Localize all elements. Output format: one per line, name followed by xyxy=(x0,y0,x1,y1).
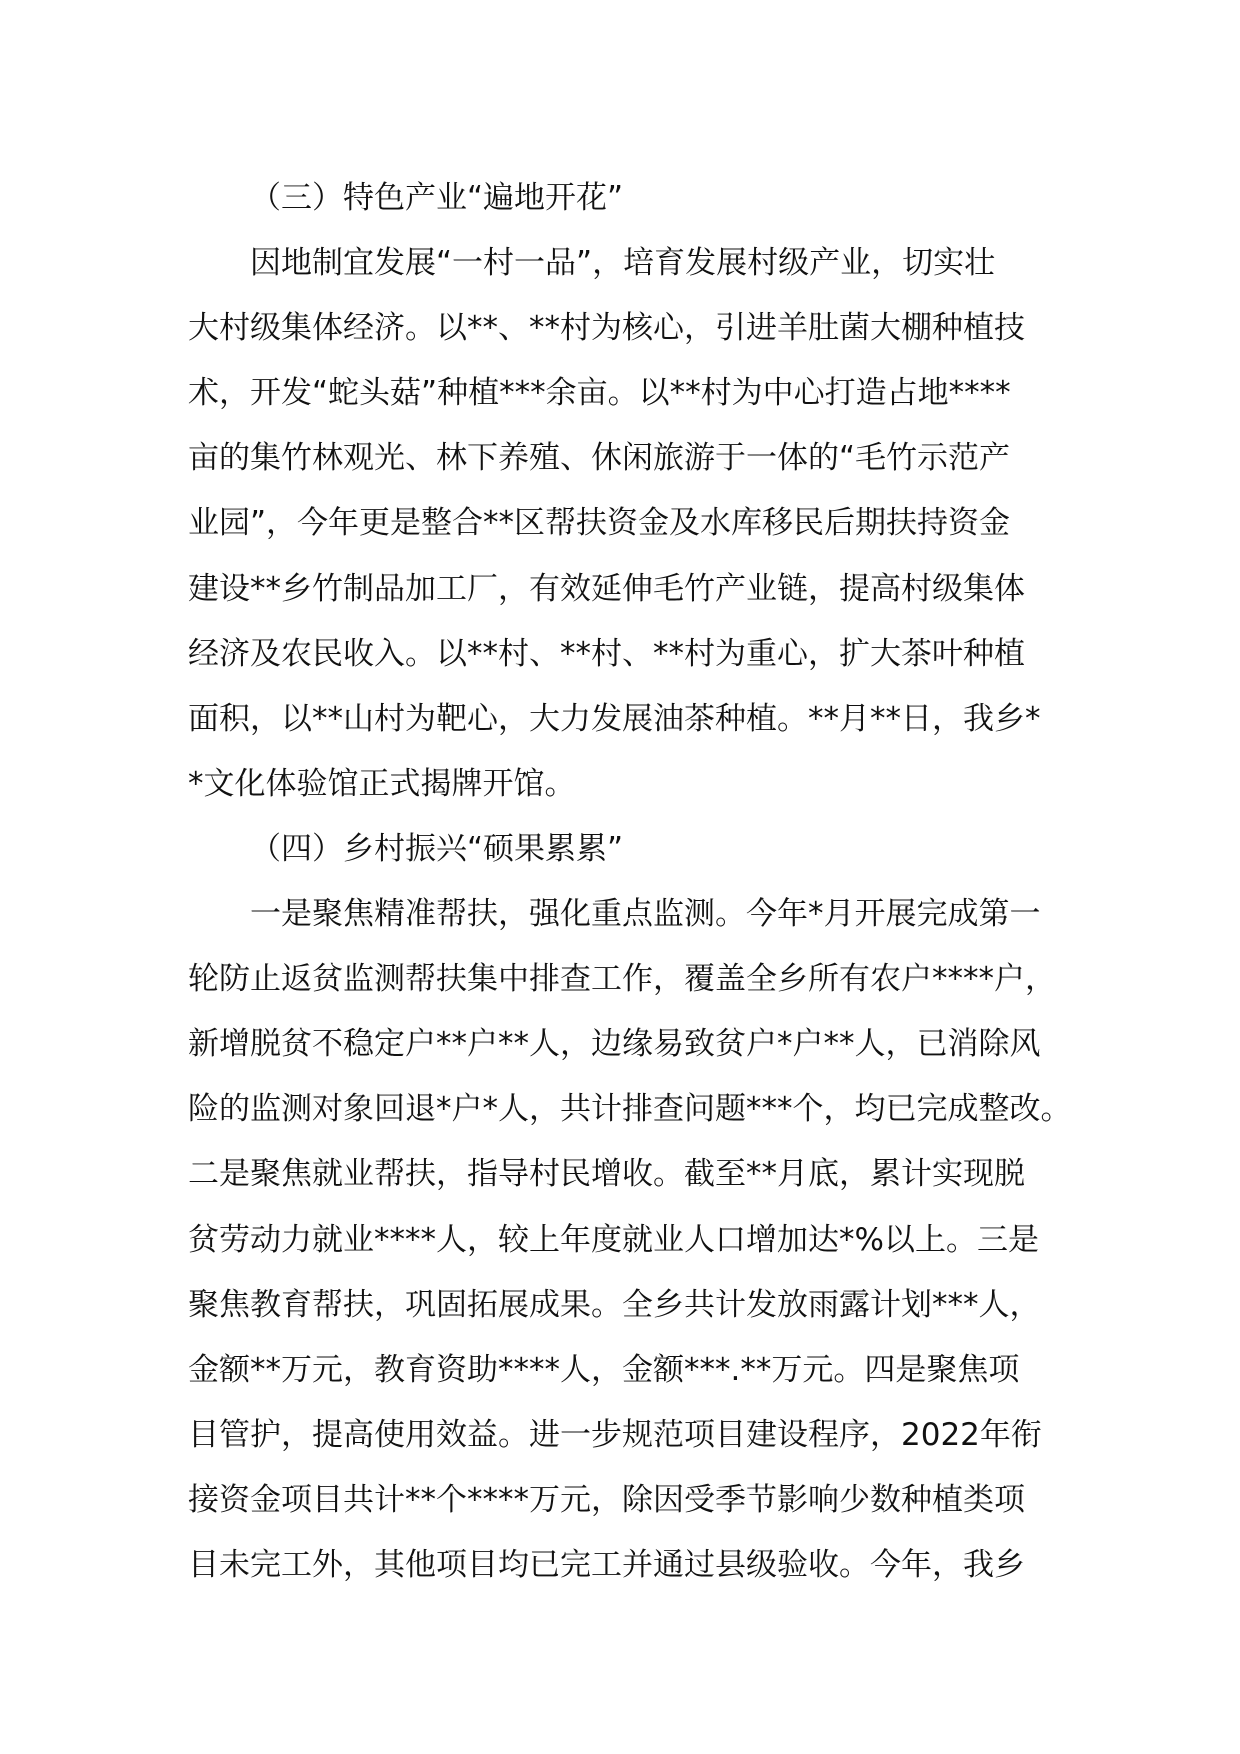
section-heading-4: （四）乡村振兴“硕果累累” xyxy=(250,830,624,867)
paragraph-line: 因地制宜发展“一村一品”，培育发展村级产业，切实壮 xyxy=(250,245,996,282)
paragraph-line: 经济及农民收入。以**村、**村、**村为重心，扩大茶叶种植 xyxy=(188,635,1025,672)
paragraph-line: 险的监测对象回退*户*人，共计排查问题***个，均已完成整改。 xyxy=(188,1091,1072,1128)
section-heading-3: （三）特色产业“遍地开花” xyxy=(250,180,624,216)
paragraph-line: 接资金项目共计**个****万元，除因受季节影响少数种植类项 xyxy=(188,1481,1025,1518)
paragraph-line: 贫劳动力就业****人，较上年度就业人口增加达*%以上。三是 xyxy=(188,1221,1039,1258)
paragraph-line: 目未完工外，其他项目均已完工并通过县级验收。今年，我乡 xyxy=(188,1546,1025,1583)
paragraph-line: *文化体验馆正式揭牌开馆。 xyxy=(188,765,576,802)
paragraph-line: 术，开发“蛇头菇”种植***余亩。以**村为中心打造占地**** xyxy=(188,375,1011,412)
paragraph-line: 二是聚焦就业帮扶，指导村民增收。截至**月底，累计实现脱 xyxy=(188,1156,1025,1193)
paragraph-line: 目管护，提高使用效益。进一步规范项目建设程序，2022年衔 xyxy=(188,1416,1042,1453)
paragraph-line: 业园”，今年更是整合**区帮扶资金及水库移民后期扶持资金 xyxy=(188,505,1011,542)
paragraph-line: 一是聚焦精准帮扶，强化重点监测。今年*月开展完成第一 xyxy=(250,896,1041,933)
document-body xyxy=(188,166,1093,1598)
paragraph-line: 建设**乡竹制品加工厂，有效延伸毛竹产业链，提高村级集体 xyxy=(188,570,1025,607)
paragraph-line: 新增脱贫不稳定户**户**人，边缘易致贫户*户**人，已消除风 xyxy=(188,1026,1041,1063)
paragraph-line: 轮防止返贫监测帮扶集中排查工作，覆盖全乡所有农户****户， xyxy=(188,961,1056,998)
paragraph-line: 大村级集体经济。以**、**村为核心，引进羊肚菌大棚种植技 xyxy=(188,310,1025,347)
paragraph-line: 聚焦教育帮扶，巩固拓展成果。全乡共计发放雨露计划***人， xyxy=(188,1286,1041,1323)
paragraph-line: 面积，以**山村为靶心，大力发展油茶种植。**月**日，我乡* xyxy=(188,700,1041,737)
paragraph-line: 亩的集竹林观光、林下养殖、休闲旅游于一体的“毛竹示范产 xyxy=(188,440,1011,477)
paragraph-line: 金额**万元，教育资助****人，金额***.**万元。四是聚焦项 xyxy=(188,1351,1020,1388)
